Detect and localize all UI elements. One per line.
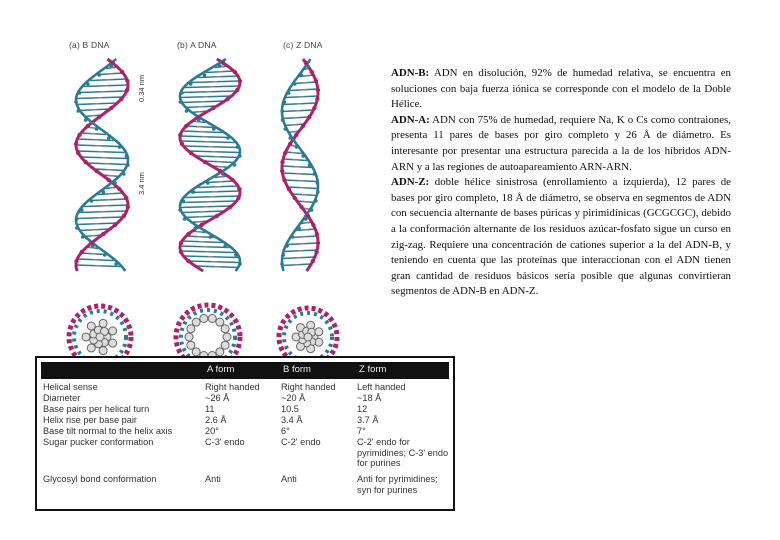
adn-a-paragraph	[391, 113, 731, 175]
adn-z-heading: ADN-Z:	[391, 176, 430, 189]
a-form-value: 2.6 Å	[205, 415, 227, 425]
adn-a-body: ADN con 75% de humedad, requiere Na, K o Cs como contraiones, presenta 11 pares de bases por giro completo y 26 Å de diámetro. Es interesante por presentar una estructura parecida a la de los híbridos ADN-ARN y a las regiones de autoapareamiento ARN-ARN.	[391, 113, 731, 173]
row-label: Sugar pucker conformation	[43, 437, 154, 447]
z-form-value: 3.7 Å	[357, 415, 379, 425]
panel-label-z-dna: (c) Z DNA	[283, 40, 323, 50]
header-b-form: B form	[283, 364, 311, 375]
rise-dimension-label: 0.34 nm	[137, 74, 146, 102]
a-form-value: ~26 Å	[205, 393, 230, 403]
row-label: Diameter	[43, 393, 81, 403]
row-label: Base tilt normal to the helix axis	[43, 426, 173, 436]
z-form-value: C-2' endo for pyrimidines; C-3' endo for purines	[357, 437, 449, 468]
a-form-value: 20°	[205, 426, 219, 436]
adn-z-body: doble hélice sinistrosa (enrollamiento a izquierda), 12 pares de bases por giro completo, 18 Å de diámetro, se observa en segmentos de ADN con secuencia alternante de bases púricas y pirimidínicas (GCGCGC), debido a la conformación alternante de los residuos azúcar-fosfato sigue un curso en zig-zag. Requiere una concentración de cationes superior a la del ADN-B, y teniendo en cuenta que las proteínas que interaccionan con el ADN tienen gran cantidad de residuos básicos sería posible que algunas convirtieran segmentos de ADN-B en ADN-Z.	[391, 176, 731, 298]
b-form-value: ~20 Å	[281, 393, 306, 403]
b-form-value: 3.4 Å	[281, 415, 303, 425]
row-label: Glycosyl bond conformation	[43, 474, 157, 484]
panel-label-b-dna: (a) B DNA	[69, 40, 110, 50]
b-form-value: 10.5	[281, 404, 299, 414]
dna-forms-figure	[55, 40, 355, 340]
a-form-value: 11	[205, 404, 215, 414]
row-label: Base pairs per helical turn	[43, 404, 150, 414]
b-form-value: 6°	[281, 426, 290, 436]
adn-a-heading: ADN-A:	[391, 113, 430, 126]
b-form-value: Anti	[281, 474, 297, 484]
row-label: Helical sense	[43, 382, 98, 392]
b-form-value: C-2' endo	[281, 437, 321, 447]
header-a-form: A form	[207, 364, 235, 375]
dna-forms-table	[35, 356, 455, 511]
z-form-value: 7°	[357, 426, 366, 436]
adn-b-heading: ADN-B:	[391, 67, 430, 79]
z-form-value: ~18 Å	[357, 393, 382, 403]
pitch-dimension-label: 3.4 nm	[137, 172, 146, 195]
a-dna-side-view	[170, 55, 250, 275]
a-form-value: Right handed	[205, 382, 260, 392]
b-form-value: Right handed	[281, 382, 336, 392]
adn-z-paragraph	[391, 175, 731, 300]
table-header	[41, 362, 449, 379]
a-form-value: Anti	[205, 474, 221, 484]
z-form-value: Anti for pyrimidines; syn for purines	[357, 474, 438, 495]
z-form-value: Left handed	[357, 382, 406, 392]
adn-b-body: ADN en disolución, 92% de humedad relativa, se encuentra en soluciones con baja fuerza iónica se corresponde con el modelo de la Doble Hélice.	[391, 67, 731, 111]
header-z-form: Z form	[359, 364, 387, 375]
a-form-value: C-3' endo	[205, 437, 245, 447]
panel-label-a-dna: (b) A DNA	[177, 40, 217, 50]
b-dna-side-view	[65, 55, 140, 275]
z-dna-side-view	[270, 55, 330, 275]
adn-b-paragraph	[391, 66, 731, 113]
dna-forms-description	[391, 66, 731, 300]
z-form-value: 12	[357, 404, 368, 414]
row-label: Helix rise per base pair	[43, 415, 137, 425]
